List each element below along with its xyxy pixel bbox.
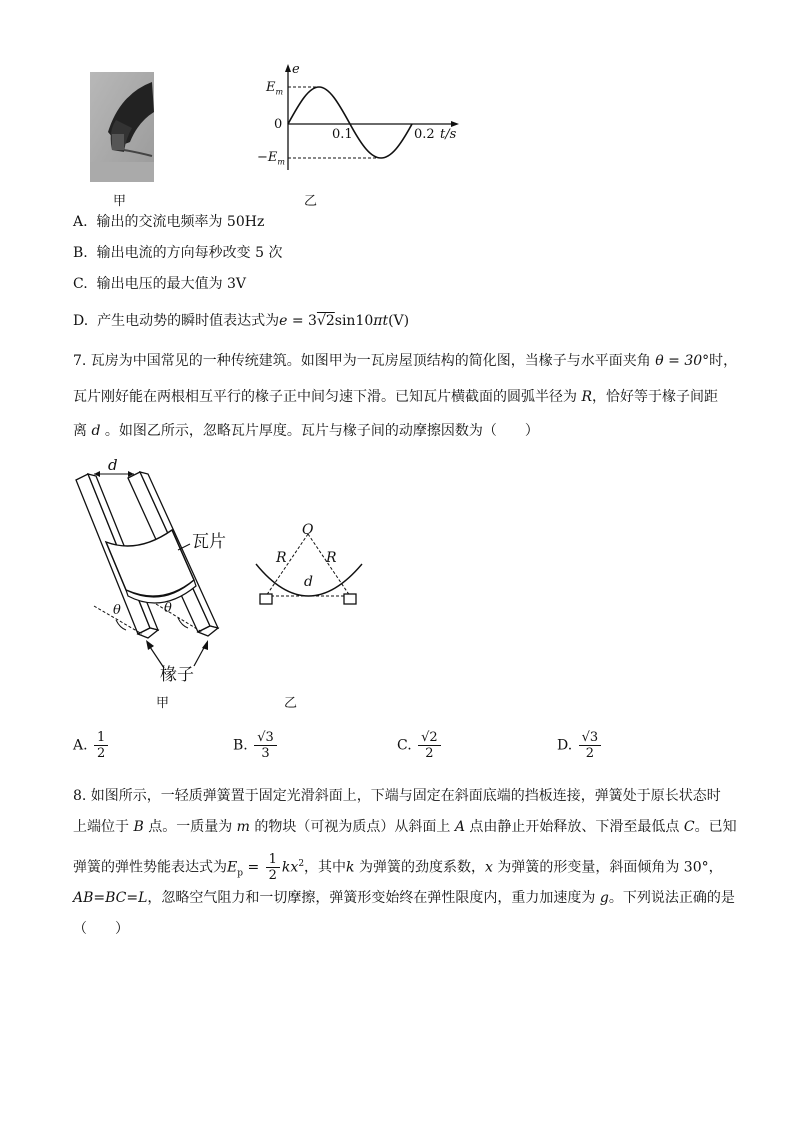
figure-7-label-yi: 乙: [284, 696, 298, 711]
x-axis-label: t/s: [440, 127, 457, 142]
rafter-tile-figure: [66, 458, 236, 698]
figure-label-jia: 甲: [113, 194, 127, 209]
q8-line-1: 8. 如图所示，一轻质弹簧置于固定光滑斜面上，下端与固定在斜面底端的挡板连接，弹簧处于原长状态时: [73, 788, 721, 804]
q7-option-c: C. $\frac{√2}{2}$: [397, 730, 443, 761]
tick-zero: 0: [274, 117, 283, 132]
q8-line-4: AB=BC=L，忽略空气阻力和一切摩擦，弹簧形变始终在弹性限度内，重力加速度为 g。下列说法正确的是: [73, 890, 735, 906]
tick-0-2: 0.2: [414, 127, 435, 142]
q8-line-5: （ ）: [73, 921, 129, 937]
fig-jia-d-label: d: [108, 456, 118, 474]
theta-right-label: θ: [164, 601, 172, 616]
q8-line-3: 弹簧的弹性势能表达式为$E_p$ = $\frac{1}{2}$ $kx^2$，其中k 为弹簧的劲度系数，x 为弹簧的形变量，斜面倾角为 30°，: [73, 852, 723, 883]
figure-7-label-jia: 甲: [156, 696, 170, 711]
q7-line-1: 7. 瓦房为中国常见的一种传统建筑。如图甲为一瓦房屋顶结构的简化图，当椽子与水平面夹角 θ = 30°时，: [73, 353, 738, 369]
q6-option-c: C. 输出电压的最大值为 3V: [73, 276, 247, 292]
tick-0-1: 0.1: [332, 127, 353, 142]
q6-option-a: A. 输出的交流电频率为 50Hz: [73, 214, 265, 230]
sine-wave-graph: [255, 62, 465, 174]
tick-em: $E_m$: [266, 80, 284, 97]
tile-label: 瓦片: [192, 532, 226, 552]
q7-option-a: A. $\frac{1}{2}$: [73, 730, 110, 761]
arc-d-label: d: [304, 574, 313, 590]
q8-line-2: 上端位于 B 点。一质量为 m 的物块（可视为质点）从斜面上 A 点由静止开始释放、下滑至最低点 C。已知: [73, 819, 737, 835]
radius-right-label: R: [326, 550, 337, 566]
q6-option-d: D. 产生电动势的瞬时值表达式为e = 3√2sin10πt(V): [73, 313, 410, 329]
point-o-label: O: [302, 522, 314, 538]
generator-photo: [90, 72, 154, 182]
y-axis-label: e: [292, 62, 300, 77]
figure-label-yi: 乙: [304, 194, 318, 209]
q7-option-b: B. $\frac{√3}{3}$: [233, 730, 279, 761]
tick-neg-em: $-E_m$: [257, 150, 285, 167]
q7-line-3: 离 d 。如图乙所示，忽略瓦片厚度。瓦片与椽子间的动摩擦因数为（ ）: [73, 423, 539, 439]
q6-option-b: B. 输出电流的方向每秒改变 5 次: [73, 245, 283, 261]
q7-option-d: D. $\frac{√3}{2}$: [557, 730, 603, 761]
radius-left-label: R: [276, 550, 287, 566]
theta-left-label: θ: [113, 603, 121, 618]
rafter-label: 椽子: [160, 665, 194, 685]
q7-line-2: 瓦片刚好能在两根相互平行的椽子正中间匀速下滑。已知瓦片横截面的圆弧半径为 R，恰好等于椽子间距: [73, 389, 718, 405]
